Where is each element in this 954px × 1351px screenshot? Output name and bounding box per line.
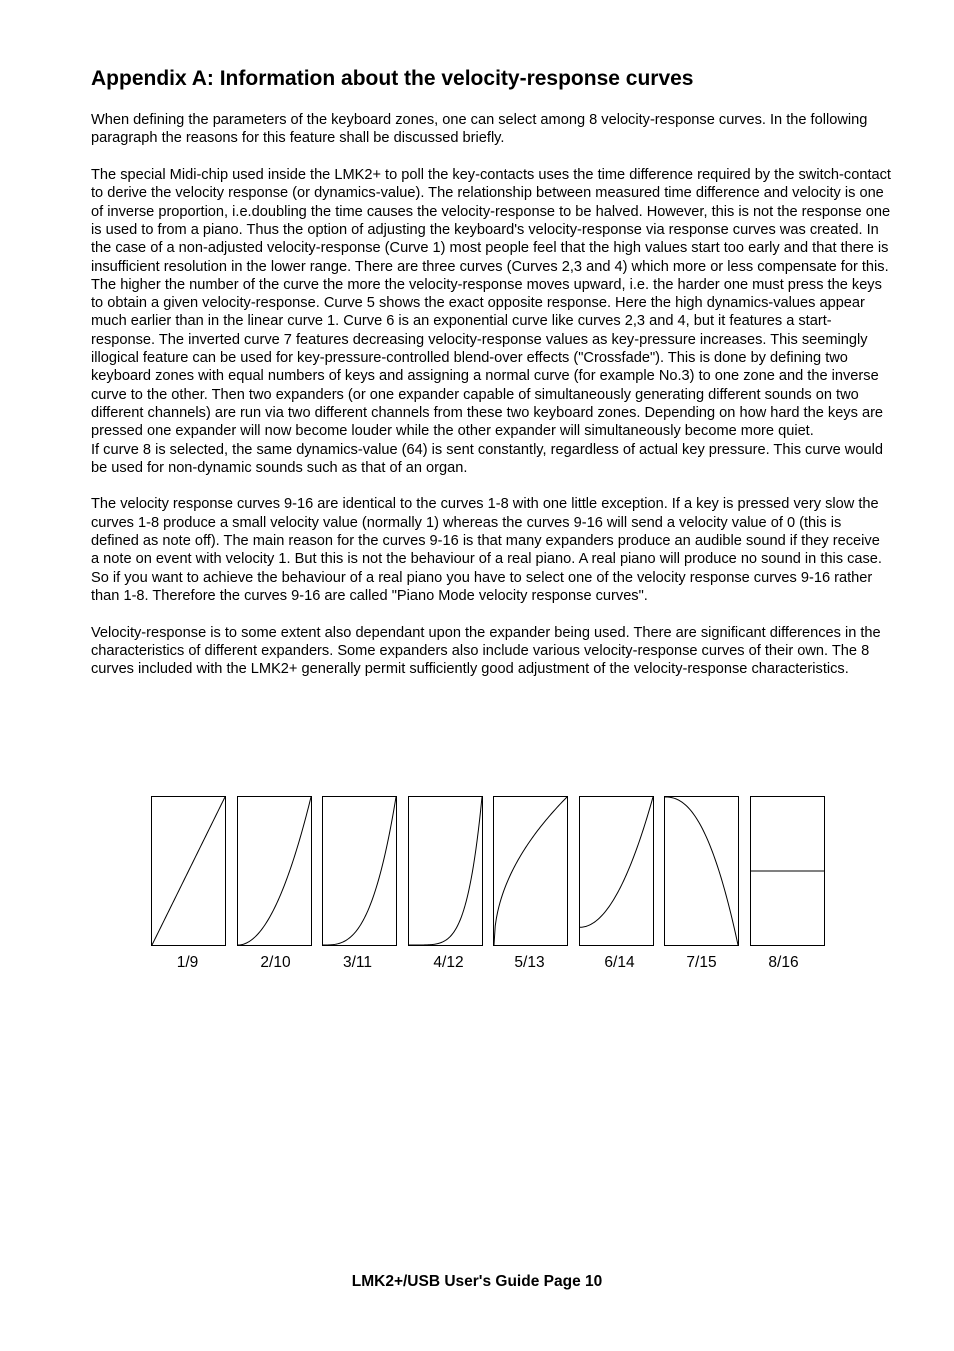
- paragraph-piano-mode: The velocity response curves 9-16 are identical to the curves 1-8 with one little exception. If a key is pressed very slow the curves 1-8 produce a small velocity value (normally 1) whereas the curves 9-16 will send a velocity value of 0 (this is defined as note off). The main reason for the curves 9-16 is that many expanders produce an audible sound if they receive a note on event with velocity 1. But this is not the behaviour of a real piano. A real piano will produce no sound in this case. So if you want to achieve the behaviour of a real piano you have to select one of the velocity response curves 9-16 rather than 1-8. Therefore the curves 9-16 are called "Piano Mode velocity response curves".: [91, 496, 882, 604]
- curve-box-8: [750, 796, 825, 946]
- curve-plot-8: [750, 796, 825, 946]
- page-body: [91, 66, 891, 697]
- curve-label-1: 1/9: [176, 954, 199, 971]
- paragraph-curves-explanation: The special Midi-chip used inside the LMK2+ to poll the key-contacts uses the time difference required by the switch-contact to derive the velocity response (or dynamics-value). The relationship between measured time difference and velocity is one of inverse proportion, i.e.doubling the time causes the velocity-response to be halved. However, this is not the response one is used to from a piano. Thus the option of adjusting the keyboard's velocity-response via response curves was created. In the case of a non-adjusted velocity-response (Curve 1) most people feel that the high values start too early and that there is insufficient resolution in the lower range. There are three curves (Curves 2,3 and 4) which more or less compensate for this. The higher the number of the curve the more the velocity-response moves upward, i.e. the harder one must press the keys to obtain a given velocity-response. Curve 5 shows the exact opposite response. Here the high dynamics-values appear much earlier than in the linear curve 1. Curve 6 is an exponential curve like curves 2,3 and 4, but it features a start-response. The inverted curve 7 features decreasing velocity-response values as key-pressure increases. This seemingly illogical feature can be used for key-pressure-controlled blend-over effects ("Crossfade"). This is done by defining two keyboard zones with equal numbers of keys and assigning a normal curve (for example No.3) to one zone and the inverse curve to the other. Then two expanders (or one expander capable of simultaneously generating different sounds on two different channels) are run via two different channels from these two keyboard zones. Depending on how hard the keys are pressed one expander will now become louder while the other expander will simultaneously become more quiet.: [91, 167, 891, 440]
- curve-box-1: [151, 796, 226, 946]
- velocity-curves-figure: [151, 796, 831, 976]
- curve-label-4: 4/12: [433, 954, 464, 971]
- curve-label-6: 6/14: [604, 954, 635, 971]
- curve-box-5: [493, 796, 568, 946]
- curve-label-5: 5/13: [514, 954, 545, 971]
- curve-box-3: [322, 796, 397, 946]
- curve-label-8: 8/16: [768, 954, 799, 971]
- curve-plot-2: [237, 796, 312, 946]
- curve-label-3: 3/11: [342, 954, 373, 971]
- page-footer: LMK2+/USB User's Guide Page 10: [351, 1273, 603, 1290]
- page-title: Appendix A: Information about the velocity-response curves: [91, 67, 694, 90]
- paragraph-expander: Velocity-response is to some extent also dependant upon the expander being used. There are significant differences in the characteristics of different expanders. Some expanders also include various velocity-response curves of their own. The 8 curves included with the LMK2+ generally permit sufficiently good adjustment of the velocity-response characteristics.: [91, 624, 881, 678]
- curve-box-6: [579, 796, 654, 946]
- curve-label-2: 2/10: [260, 954, 291, 971]
- curve-plot-3: [322, 796, 397, 946]
- curve-box-4: [408, 796, 483, 946]
- curve-plot-4: [408, 796, 483, 946]
- curve-box-7: [664, 796, 739, 946]
- curve-box-2: [237, 796, 312, 946]
- curve-label-7: 7/15: [686, 954, 717, 971]
- paragraph-intro: When defining the parameters of the keyboard zones, one can select among 8 velocity-response curves. In the following paragraph the reasons for this feature shall be discussed briefly.: [91, 112, 868, 147]
- curve-plot-7: [664, 796, 739, 946]
- paragraph-curve-8: If curve 8 is selected, the same dynamics-value (64) is sent constantly, regardless of actual key pressure. This curve would be used for non-dynamic sounds such as that of an organ.: [91, 441, 883, 476]
- curve-plot-1: [151, 796, 226, 946]
- curve-plot-6: [579, 796, 654, 946]
- curve-plot-5: [493, 796, 568, 946]
